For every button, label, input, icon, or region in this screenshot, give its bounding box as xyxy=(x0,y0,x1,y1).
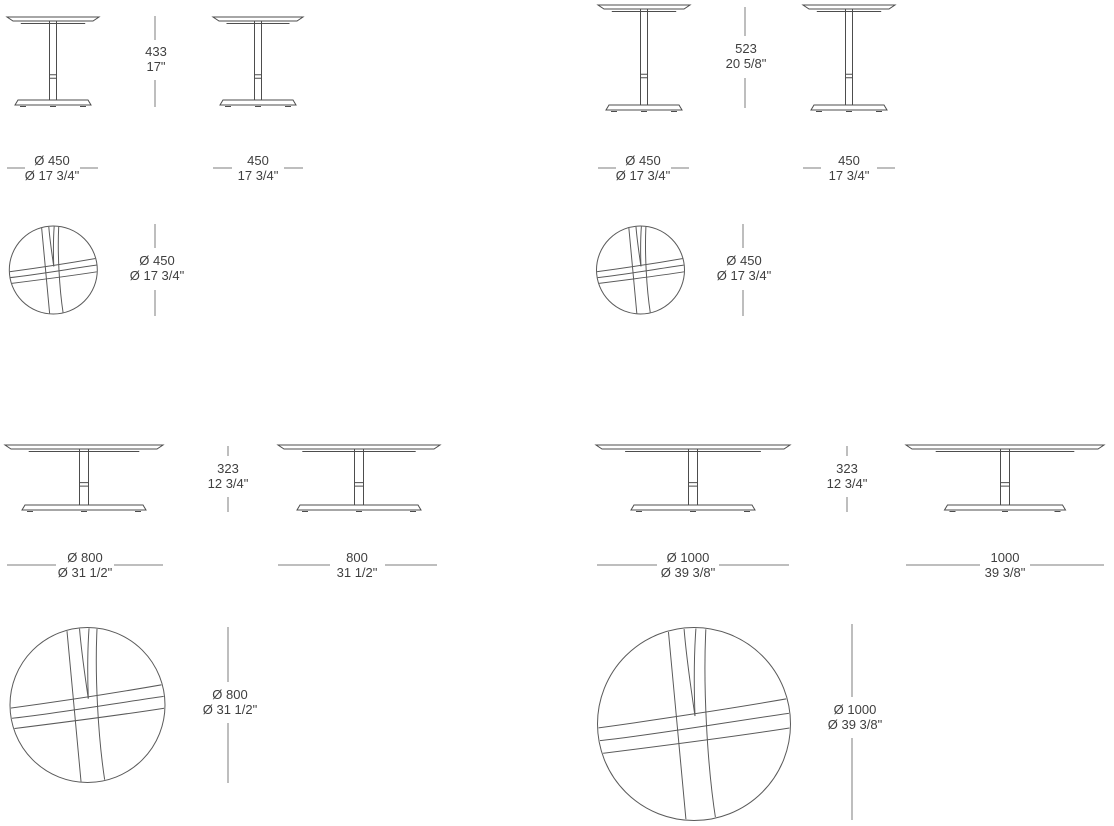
table-elevation-drawing xyxy=(596,445,790,512)
dim-metric: 433 xyxy=(145,44,167,59)
tabletop-plan-drawing xyxy=(10,628,165,783)
dim-imperial: Ø 17 3/4" xyxy=(24,168,80,183)
front-width-dim-label xyxy=(616,153,670,183)
dim-imperial: 39 3/8" xyxy=(984,565,1026,580)
table-elevation-drawing xyxy=(7,17,99,107)
table-elevation-drawing xyxy=(803,5,895,112)
dim-imperial: Ø 17 3/4" xyxy=(615,168,671,183)
height-dim-label xyxy=(208,461,249,491)
dim-imperial: Ø 39 3/8" xyxy=(827,717,883,732)
front-width-dim-label xyxy=(661,550,715,580)
dim-metric: 800 xyxy=(346,550,368,565)
table-elevation-drawing xyxy=(598,5,690,112)
dim-imperial: 31 1/2" xyxy=(336,565,378,580)
dim-metric: 523 xyxy=(735,41,757,56)
dim-imperial: 17 3/4" xyxy=(237,168,279,183)
table-elevation-drawing xyxy=(213,17,303,107)
dim-metric: Ø 450 xyxy=(625,153,661,168)
top-diameter-dim-label xyxy=(828,702,882,732)
side-width-dim-label xyxy=(985,550,1026,580)
dim-imperial: 17 3/4" xyxy=(828,168,870,183)
dim-imperial: 12 3/4" xyxy=(207,476,249,491)
height-dim-label xyxy=(145,44,167,74)
dim-imperial: Ø 39 3/8" xyxy=(660,565,716,580)
dim-imperial: Ø 31 1/2" xyxy=(57,565,113,580)
dim-metric: Ø 1000 xyxy=(666,550,710,565)
dim-metric: Ø 450 xyxy=(726,253,762,268)
dim-imperial: Ø 31 1/2" xyxy=(202,702,258,717)
dim-metric: 323 xyxy=(217,461,239,476)
dim-metric: Ø 1000 xyxy=(833,702,877,717)
side-width-dim-label xyxy=(829,153,870,183)
table-elevation-drawing xyxy=(278,445,440,512)
dim-imperial: 17" xyxy=(146,59,166,74)
tabletop-plan-drawing xyxy=(9,226,97,314)
top-diameter-dim-label xyxy=(203,687,257,717)
dim-metric: Ø 800 xyxy=(212,687,248,702)
top-diameter-dim-label xyxy=(130,253,184,283)
dim-imperial: 20 5/8" xyxy=(725,56,767,71)
top-diameter-dim-label xyxy=(717,253,771,283)
dim-metric: 450 xyxy=(838,153,860,168)
tabletop-plan-drawing xyxy=(598,628,791,821)
tabletop-plan-drawing xyxy=(597,226,685,314)
dim-imperial: Ø 17 3/4" xyxy=(129,268,185,283)
table-elevation-drawing xyxy=(906,445,1104,512)
front-width-dim-label xyxy=(25,153,79,183)
dim-imperial: 12 3/4" xyxy=(826,476,868,491)
side-width-dim-label xyxy=(238,153,279,183)
front-width-dim-label xyxy=(58,550,112,580)
dim-metric: Ø 450 xyxy=(139,253,175,268)
dim-metric: Ø 450 xyxy=(34,153,70,168)
dim-metric: Ø 800 xyxy=(67,550,103,565)
dim-imperial: Ø 17 3/4" xyxy=(716,268,772,283)
side-width-dim-label xyxy=(337,550,378,580)
height-dim-label xyxy=(726,41,767,71)
dim-metric: 1000 xyxy=(990,550,1020,565)
height-dim-label xyxy=(827,461,868,491)
dim-metric: 450 xyxy=(247,153,269,168)
table-elevation-drawing xyxy=(5,445,163,512)
dim-metric: 323 xyxy=(836,461,858,476)
